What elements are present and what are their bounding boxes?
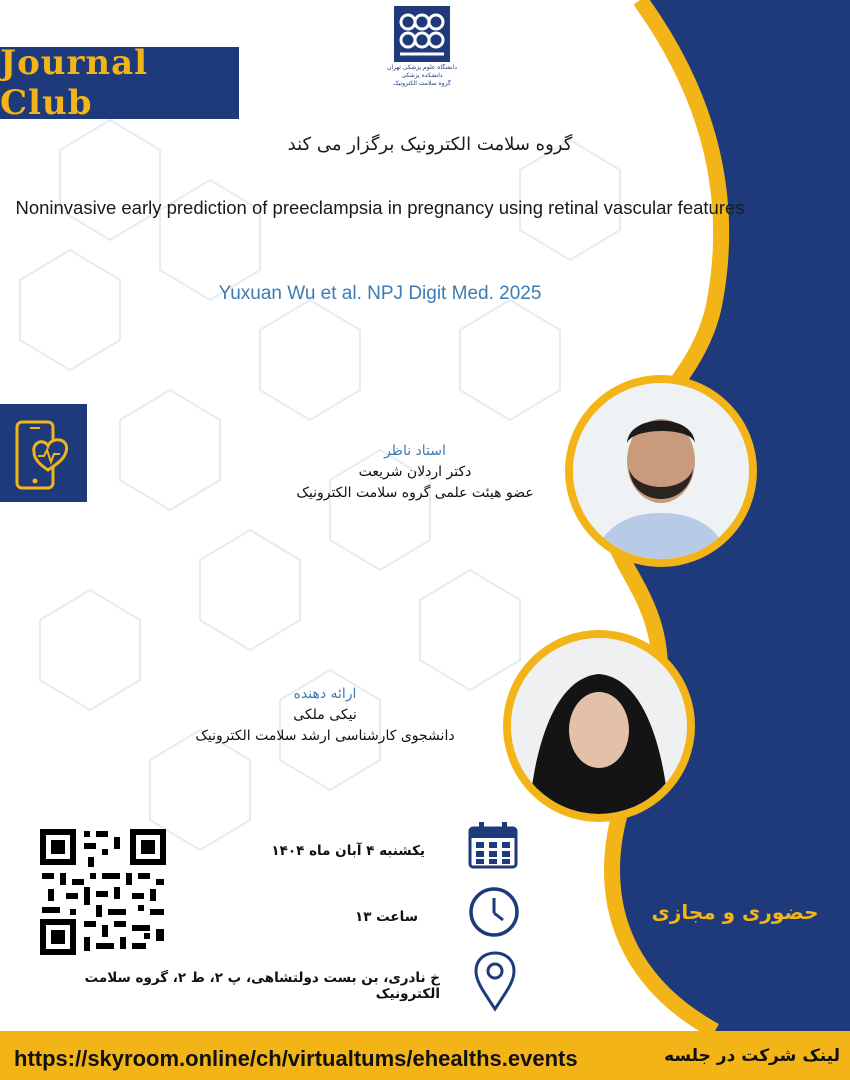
phone-heart-icon <box>0 404 87 502</box>
attendance-mode: حضوری و مجازی <box>651 900 819 924</box>
location-pin-icon <box>472 950 518 1012</box>
phone-heart-badge <box>0 404 87 502</box>
event-date: یکشنبه ۴ آبان ماه ۱۴۰۴ <box>271 843 425 859</box>
supervisor-portrait <box>573 383 749 559</box>
paper-citation: Yuxuan Wu et al. NPJ Digit Med. 2025 <box>218 283 542 304</box>
logo-line-faculty: دانشکده پزشکی <box>401 72 443 79</box>
presenter-portrait <box>511 638 687 814</box>
meeting-link-label: لینک شرکت در جلسه <box>664 1046 840 1066</box>
supervisor-photo <box>565 375 757 567</box>
meeting-link[interactable]: https://skyroom.online/ch/virtualtums/ehealths.events <box>14 1046 578 1071</box>
event-address: خ نادری، بن بست دولتشاهی، پ ۲، ط ۲، گروه سلامت الکترونیک <box>84 970 440 1002</box>
journal-club-banner <box>0 43 239 123</box>
supervisor-affiliation: عضو هیئت علمی گروه سلامت الکترونیک <box>296 485 534 501</box>
logo-line-university: دانشگاه علوم پزشکی تهران <box>387 64 457 71</box>
host-line: گروه سلامت الکترونیک برگزار می کند <box>287 134 573 155</box>
journal-club-title: Journal Club <box>0 43 149 123</box>
logo-line-department: گروه سلامت الکترونیک <box>393 80 451 87</box>
supervisor-block <box>270 441 560 504</box>
supervisor-role: استاد ناظر <box>384 443 446 459</box>
presenter-affiliation: دانشجوی کارشناسی ارشد سلامت الکترونیک <box>195 728 455 744</box>
event-time: ساعت ۱۳ <box>354 909 418 925</box>
university-logo-icon <box>392 4 452 64</box>
calendar-icon <box>467 820 519 870</box>
presenter-name: نیکی ملکی <box>293 707 357 723</box>
presenter-block <box>175 684 475 747</box>
paper-title: Noninvasive early prediction of preeclampsia in pregnancy using retinal vascular features <box>15 197 745 218</box>
supervisor-name: دکتر اردلان شریعت <box>358 464 472 480</box>
presenter-role: ارائه دهنده <box>293 686 357 702</box>
clock-icon <box>468 886 520 938</box>
university-logo <box>372 4 472 88</box>
qr-code[interactable] <box>40 829 166 955</box>
presenter-photo <box>503 630 695 822</box>
